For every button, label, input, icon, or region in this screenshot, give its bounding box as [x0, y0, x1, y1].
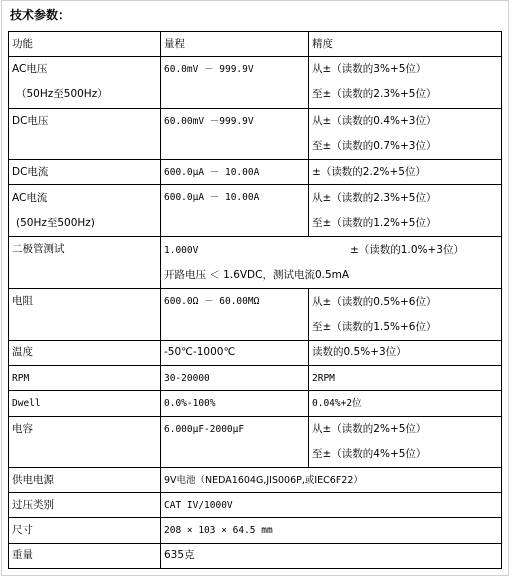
- function-name: DC电流: [9, 160, 161, 185]
- header-accuracy: 精度: [309, 32, 502, 57]
- function-cell: [9, 185, 161, 236]
- table-row: [9, 416, 502, 467]
- function-name: 重量: [9, 543, 161, 568]
- range-value: 600.0μA － 10.00A: [164, 192, 260, 204]
- accuracy-cell: [309, 57, 502, 108]
- function-cell: [9, 236, 161, 288]
- range-cell: [161, 108, 309, 159]
- function-name: 供电电源: [9, 468, 161, 493]
- range-value: 600.0Ω － 60.00MΩ: [164, 296, 260, 308]
- range-value: 600.0μA － 10.00A: [161, 160, 309, 185]
- table-header-row: [9, 32, 502, 57]
- range-value: 1.000V: [164, 244, 199, 256]
- accuracy-cell: [309, 185, 502, 236]
- table-row: [9, 468, 502, 493]
- function-name: 尺寸: [9, 518, 161, 543]
- range-cell: [161, 185, 309, 236]
- range-value: -50℃-1000℃: [161, 340, 309, 365]
- accuracy-cell: [309, 416, 502, 467]
- function-cell: [9, 108, 161, 159]
- function-cell: [9, 416, 161, 467]
- table-row: [9, 340, 502, 365]
- table-row: [9, 518, 502, 543]
- range-value: 0.0%-100%: [161, 391, 309, 416]
- function-subtitle: (50Hz至500Hz): [16, 216, 95, 229]
- function-cell: [9, 289, 161, 340]
- range-value: 30-20000: [161, 366, 309, 391]
- accuracy-to: 至±（读数的1.5%+6位）: [312, 320, 437, 333]
- diode-detail-cell: [161, 236, 502, 288]
- accuracy-value: ±（读数的1.0%+3位）: [350, 243, 464, 256]
- function-name: Dwell: [9, 391, 161, 416]
- range-value: 60.00mV －999.9V: [164, 115, 254, 127]
- accuracy-cell: [309, 289, 502, 340]
- table-row: [9, 57, 502, 108]
- function-name: RPM: [9, 366, 161, 391]
- accuracy-value: 2RPM: [309, 366, 502, 391]
- function-name: 电容: [12, 422, 33, 435]
- function-cell: [9, 57, 161, 108]
- spec-value: 9V电池（NEDA1604G,JIS006P,或IEC6F22）: [161, 468, 502, 493]
- accuracy-value: 0.04%+2位: [309, 391, 502, 416]
- diode-note: 开路电压 ＜ 1.6VDC，测试电流0.5mA: [164, 268, 350, 281]
- section-heading: 技术参数：: [10, 8, 71, 22]
- accuracy-value: ±（读数的2.2%+5位）: [309, 160, 502, 185]
- range-cell: [161, 289, 309, 340]
- header-range: 量程: [161, 32, 309, 57]
- accuracy-value: 读数的0.5%+3位）: [309, 340, 502, 365]
- accuracy-to: 至±（读数的4%+5位）: [312, 447, 427, 460]
- table-row: [9, 543, 502, 568]
- spec-value: CAT IV/1000V: [161, 493, 502, 518]
- table-row: [9, 185, 502, 236]
- function-name: AC电流: [12, 191, 48, 204]
- function-name: 过压类别: [9, 493, 161, 518]
- table-row: [9, 160, 502, 185]
- table-row: [9, 493, 502, 518]
- accuracy-to: 至±（读数的0.7%+3位）: [312, 139, 437, 152]
- table-row: [9, 108, 502, 159]
- range-value: 60.0mV － 999.9V: [164, 64, 254, 76]
- spec-value: 208 × 103 × 64.5 mm: [161, 518, 502, 543]
- accuracy-from: 从±（读数的0.4%+3位）: [312, 114, 437, 127]
- header-function: 功能: [9, 32, 161, 57]
- accuracy-cell: [309, 108, 502, 159]
- accuracy-to: 至±（读数的2.3%+5位）: [312, 88, 437, 101]
- range-cell: [161, 416, 309, 467]
- accuracy-to: 至±（读数的1.2%+5位）: [312, 216, 437, 229]
- spec-table: [8, 31, 502, 569]
- function-name: DC电压: [12, 114, 49, 127]
- table-row: [9, 391, 502, 416]
- range-value: 6.000μF-2000μF: [164, 423, 245, 435]
- table-row: [9, 236, 502, 288]
- function-name: AC电压: [12, 63, 48, 76]
- function-subtitle: （50Hz至500Hz）: [16, 88, 108, 101]
- function-name: 温度: [9, 340, 161, 365]
- function-name: 电阻: [12, 295, 33, 308]
- table-row: [9, 289, 502, 340]
- accuracy-from: 从±（读数的2%+5位）: [312, 422, 427, 435]
- accuracy-from: 从±（读数的2.3%+5位）: [312, 191, 437, 204]
- accuracy-from: 从±（读数的3%+5位）: [312, 63, 427, 76]
- diode-line-1: [164, 238, 501, 263]
- spec-value: 635克: [161, 543, 502, 568]
- accuracy-from: 从±（读数的0.5%+6位）: [312, 295, 437, 308]
- table-row: [9, 366, 502, 391]
- function-name: 二极管测试: [12, 242, 65, 255]
- range-cell: [161, 57, 309, 108]
